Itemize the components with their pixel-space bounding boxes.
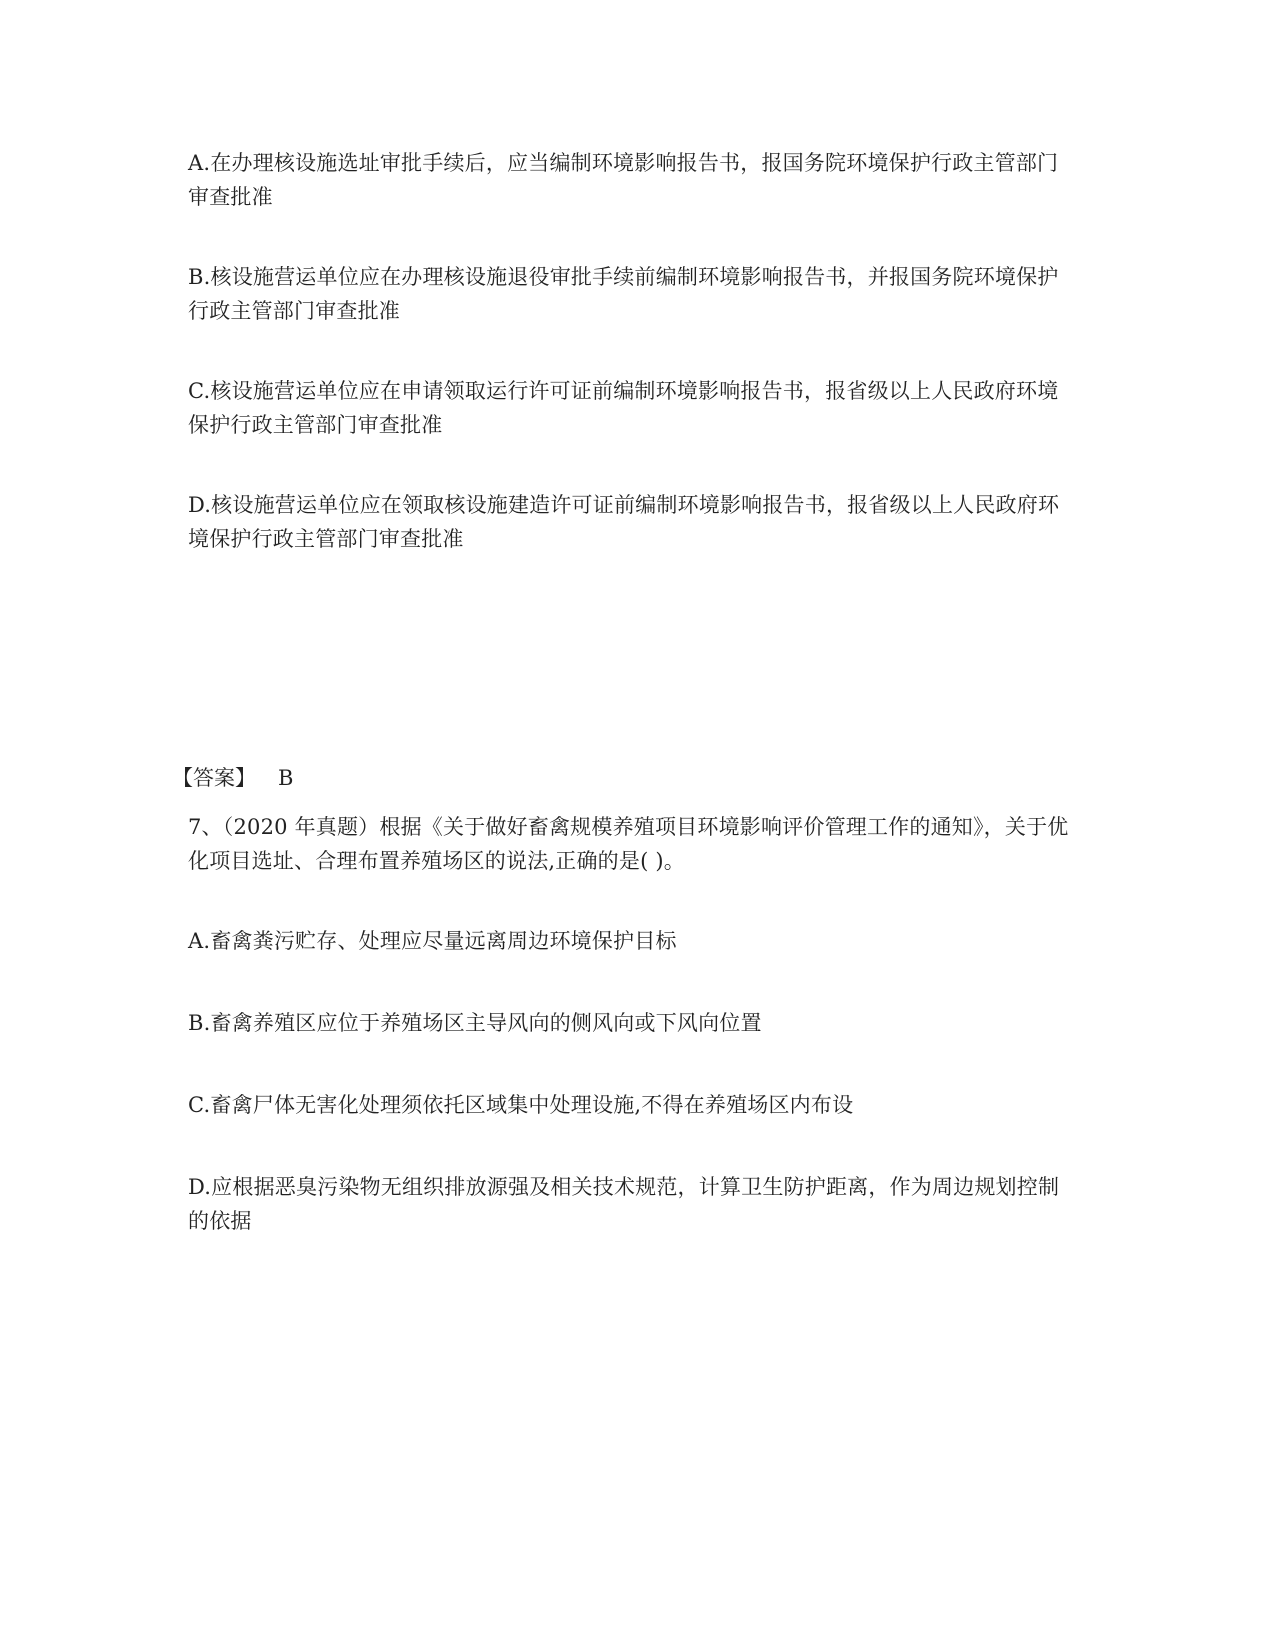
- answer-label: 【答案】: [172, 766, 256, 790]
- q7-stem: 7、（2020 年真题）根据《关于做好畜禽规模养殖项目环境影响评价管理工作的通知》，关于优化项目选址、合理布置养殖场区的说法,正确的是( )。: [188, 815, 1069, 873]
- q6-option-c: C.核设施营运单位应在申请领取运行许可证前编制环境影响报告书，报省级以上人民政府环境保护行政主管部门审查批准: [188, 379, 1059, 437]
- answer-value: B: [278, 766, 294, 790]
- q6-option-b: B.核设施营运单位应在办理核设施退役审批手续前编制环境影响报告书，并报国务院环境保护行政主管部门审查批准: [188, 265, 1059, 323]
- answer-line: [172, 761, 293, 795]
- q7-option-a: A.畜禽粪污贮存、处理应尽量远离周边环境保护目标: [188, 929, 677, 953]
- q7-option-b: B.畜禽养殖区应位于养殖场区主导风向的侧风向或下风向位置: [188, 1011, 762, 1035]
- q7-option-d: D.应根据恶臭污染物无组织排放源强及相关技术规范，计算卫生防护距离，作为周边规划控制的依据: [188, 1175, 1060, 1233]
- q6-option-d: D.核设施营运单位应在领取核设施建造许可证前编制环境影响报告书，报省级以上人民政府环境保护行政主管部门审查批准: [188, 493, 1060, 551]
- q7-option-c: C.畜禽尸体无害化处理须依托区域集中处理设施,不得在养殖场区内布设: [188, 1093, 854, 1117]
- q6-option-a: A.在办理核设施选址审批手续后，应当编制环境影响报告书，报国务院环境保护行政主管部门审查批准: [188, 151, 1059, 209]
